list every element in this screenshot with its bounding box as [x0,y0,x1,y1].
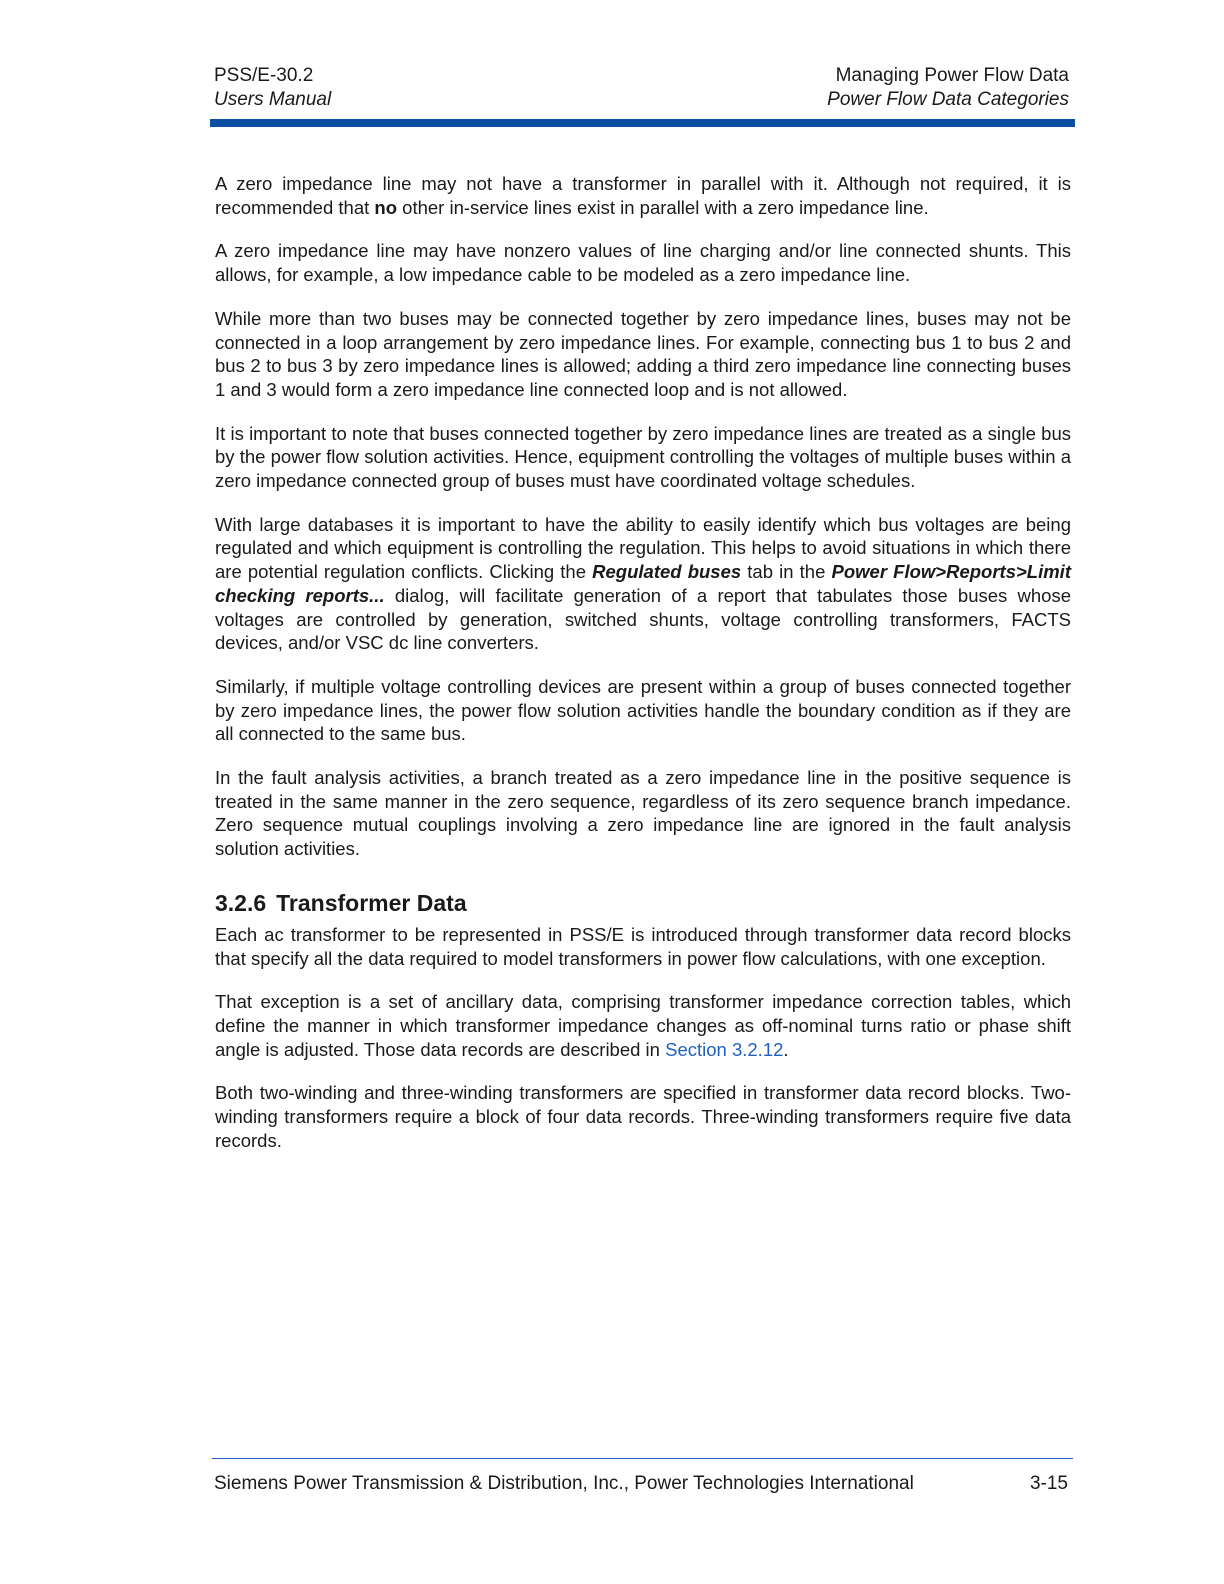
paragraph: A zero impedance line may have nonzero values of line charging and/or line connected shunts. This allows, for example, a low impedance cable to be modeled as a zero impedance line. [215,240,1071,286]
header-right [827,64,1069,112]
page-body [215,172,1071,1173]
paragraph: In the fault analysis activities, a branch treated as a zero impedance line in the positive sequence is treated in the same manner in the zero sequence, regardless of its zero sequence branch impedance. Zero sequence mutual couplings involving a zero impedance line are ignored in the fault analysis solution activities. [215,767,1071,860]
emphasis-no: no [374,196,398,218]
footer-organization: Siemens Power Transmission & Distribution, Inc., Power Technologies International [214,1473,914,1494]
section-heading-title: Transformer Data [276,889,467,916]
footer-divider [212,1458,1073,1459]
paragraph: A zero impedance line may not have a transformer in parallel with it. Although not required, it is recommended that no other in-service lines exist in parallel with a zero impedance line. [215,173,1071,218]
paragraph: With large databases it is important to have the ability to easily identify which bus voltages are being regulated and which equipment is controlling the regulation. This helps to avoid situations in which there are potential regulation conflicts. Clicking the Regulated buses tab in the Power Flow>Reports>Limit checking reports... dialog, will facilitate generation of a report that tabulates those buses whose voltages are controlled by generation, switched shunts, voltage controlling transformers, FACTS devices, and/or VSC dc line converters. [215,513,1071,654]
header-divider [210,119,1075,127]
header-left [214,64,331,112]
paragraph: While more than two buses may be connected together by zero impedance lines, buses may not be connected in a loop arrangement by zero impedance lines. For example, connecting bus 1 to bus 2 and bus 2 to bus 3 by zero impedance lines is allowed; adding a third zero impedance line connecting buses 1 and 3 would form a zero impedance line connected loop and is not allowed. [215,307,1071,400]
paragraph: Each ac transformer to be represented in PSS/E is introduced through transformer data record blocks that specify all the data required to model transformers in power flow calculations, with one exception. [215,923,1071,969]
doc-id: PSS/E-30.2 [214,65,314,86]
page-header [214,64,1069,114]
chapter-title: Managing Power Flow Data [835,65,1069,86]
paragraph: Similarly, if multiple voltage controlling devices are present within a group of buses connected together by zero impedance lines, the power flow solution activities handle the boundary condition as if they are all connected to the same bus. [215,675,1071,745]
paragraph: Both two-winding and three-winding transformers are specified in transformer data record blocks. Two-winding transformers require a block of four data records. Three-winding transformers require five data records. [215,1082,1071,1151]
page-number: 3-15 [1029,1473,1068,1494]
section-heading [215,889,1071,917]
menu-path-reference: Power Flow>Reports>Limit checking reports... [215,561,1071,606]
paragraph: It is important to note that buses connected together by zero impedance lines are treated as a single bus by the power flow solution activities. Hence, equipment controlling the voltages of multiple buses within a zero impedance connected group of buses must have coordinated voltage schedules. [215,422,1071,492]
section-link[interactable]: Section 3.2.12 [665,1038,784,1060]
section-number: 3.2.6 [215,889,267,916]
tab-reference: Regulated buses [592,561,742,583]
doc-type: Users Manual [214,89,332,110]
paragraph: That exception is a set of ancillary data, comprising transformer impedance correction tables, which define the manner in which transformer impedance changes as off-nominal turns ratio or phase shift angle is adjusted. Those data records are described in Section 3.2.12. [215,991,1071,1060]
section-title: Power Flow Data Categories [827,89,1069,110]
